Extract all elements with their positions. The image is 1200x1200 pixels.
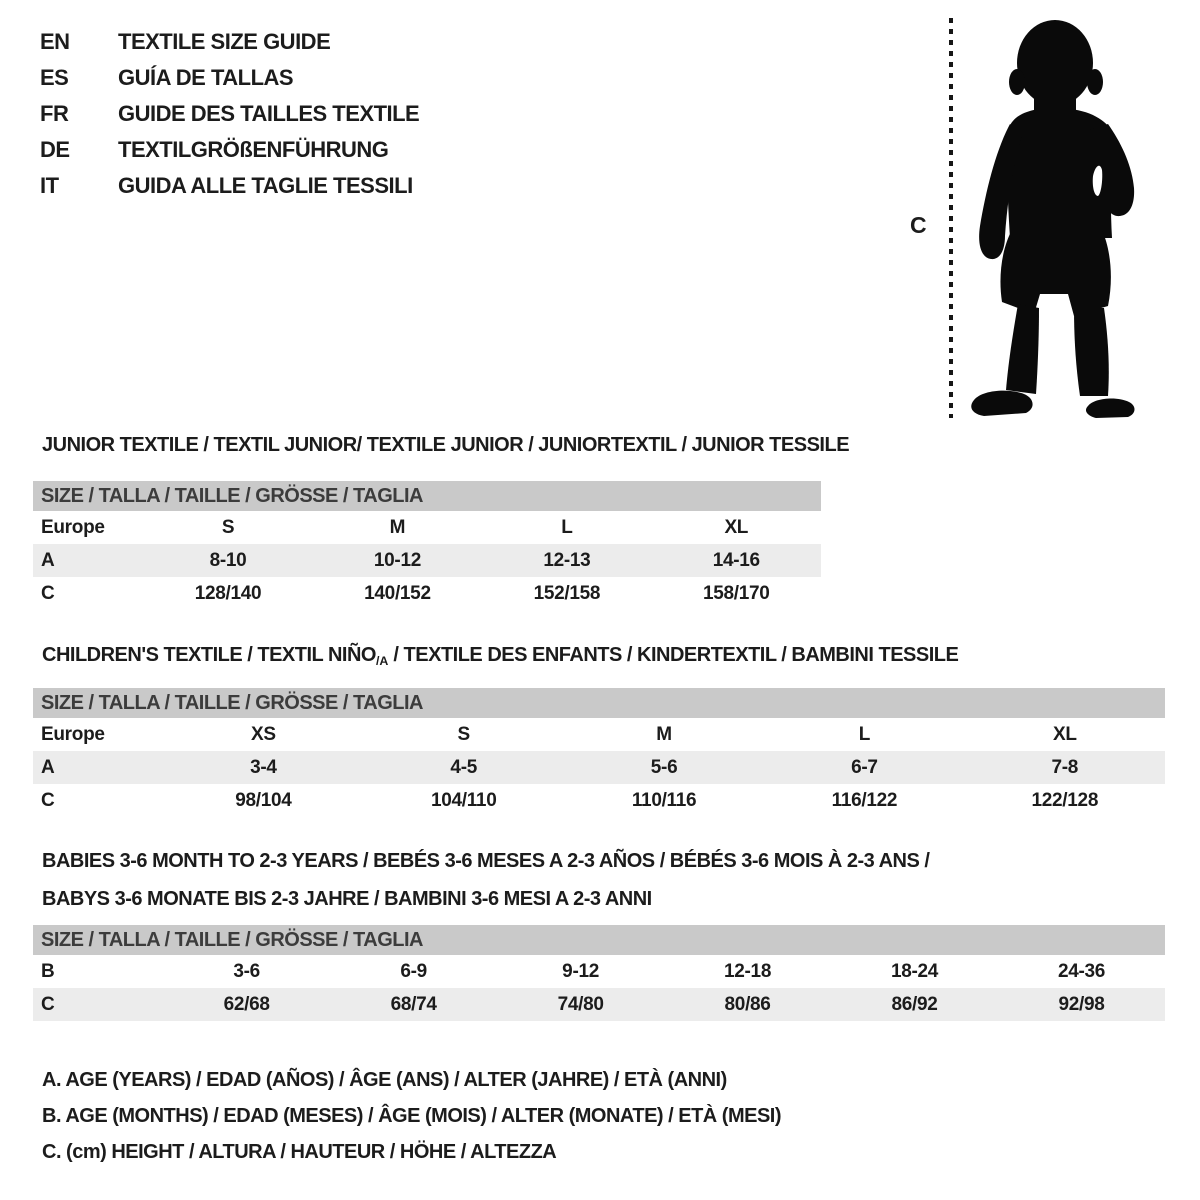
row-label: B bbox=[41, 960, 55, 982]
table-cell: XL bbox=[724, 516, 749, 538]
table-cell: S bbox=[221, 516, 235, 538]
table-cell: 68/74 bbox=[330, 988, 497, 1021]
table-cell: L bbox=[561, 516, 573, 538]
junior-size-header-bar: SIZE / TALLA / TAILLE / GRÖSSE / TAGLIA bbox=[33, 481, 821, 511]
language-code: EN bbox=[40, 29, 70, 54]
babies-title-line1: BABIES 3-6 MONTH TO 2-3 YEARS / BEBÉS 3-6 MESES A 2-3 AÑOS / BÉBÉS 3-6 MOIS À 2-3 ANS / bbox=[42, 850, 930, 872]
guide-title: TEXTILGRÖßENFÜHRUNG bbox=[118, 137, 389, 162]
language-row bbox=[40, 24, 419, 60]
table-cell: 86/92 bbox=[831, 988, 998, 1021]
height-measure-label: C bbox=[910, 212, 927, 238]
table-cell: 10-12 bbox=[313, 544, 482, 577]
table-cell: 5-6 bbox=[564, 751, 764, 784]
junior-size-table bbox=[33, 481, 821, 610]
row-label: C bbox=[33, 988, 163, 1021]
table-cell: 12-13 bbox=[482, 544, 651, 577]
legend-item-b: B. AGE (MONTHS) / EDAD (MESES) / ÂGE (MOIS) / ALTER (MONATE) / ETÀ (MESI) bbox=[42, 1105, 782, 1127]
table-row bbox=[33, 955, 1165, 988]
table-row bbox=[33, 988, 1165, 1021]
table-cell: M bbox=[656, 723, 672, 745]
table-cell: 128/140 bbox=[194, 582, 262, 604]
babies-size-header-bar: SIZE / TALLA / TAILLE / GRÖSSE / TAGLIA bbox=[33, 925, 1165, 955]
table-cell: 8-10 bbox=[143, 544, 312, 577]
table-cell: XS bbox=[250, 723, 276, 745]
language-code: ES bbox=[40, 65, 69, 90]
table-cell: 6-9 bbox=[400, 960, 427, 982]
language-code: IT bbox=[40, 173, 59, 198]
table-cell: 116/122 bbox=[831, 789, 898, 811]
table-cell: 4-5 bbox=[364, 751, 564, 784]
table-cell: 9-12 bbox=[562, 960, 599, 982]
row-label: A bbox=[33, 544, 143, 577]
table-cell: 24-36 bbox=[1057, 960, 1106, 982]
toddler-silhouette-icon bbox=[962, 8, 1142, 420]
table-cell: S bbox=[457, 723, 470, 745]
measurement-legend bbox=[42, 1062, 781, 1170]
table-cell: L bbox=[858, 723, 871, 745]
table-row bbox=[33, 544, 821, 577]
legend-item-c: C. (cm) HEIGHT / ALTURA / HAUTEUR / HÖHE / ALTEZZA bbox=[42, 1141, 557, 1163]
table-cell: 98/104 bbox=[235, 789, 292, 811]
table-cell: 122/128 bbox=[1031, 789, 1099, 811]
table-cell: 3-4 bbox=[163, 751, 363, 784]
table-row bbox=[33, 751, 1165, 784]
table-row bbox=[33, 511, 821, 544]
table-cell: M bbox=[389, 516, 406, 538]
table-cell: 140/152 bbox=[364, 582, 431, 604]
children-title-suffix: / TEXTILE DES ENFANTS / KINDERTEXTIL / BAMBINI TESSILE bbox=[388, 644, 959, 666]
row-label: C bbox=[41, 789, 55, 811]
children-size-header-bar: SIZE / TALLA / TAILLE / GRÖSSE / TAGLIA bbox=[33, 688, 1165, 718]
language-row bbox=[40, 132, 419, 168]
table-cell: 104/110 bbox=[430, 789, 497, 811]
table-cell: 92/98 bbox=[998, 988, 1165, 1021]
table-cell: 7-8 bbox=[965, 751, 1165, 784]
babies-title-line2: BABYS 3-6 MONATE BIS 2-3 JAHRE / BAMBINI 3-6 MESI A 2-3 ANNI bbox=[42, 888, 652, 910]
table-cell: 110/116 bbox=[631, 789, 697, 811]
babies-size-table bbox=[33, 925, 1165, 1021]
table-cell: 12-18 bbox=[724, 960, 772, 982]
row-label: Europe bbox=[41, 723, 105, 745]
table-cell: 3-6 bbox=[233, 960, 260, 982]
table-cell: 6-7 bbox=[764, 751, 964, 784]
guide-title: GUÍA DE TALLAS bbox=[118, 65, 294, 90]
guide-title: GUIDE DES TAILLES TEXTILE bbox=[118, 101, 420, 126]
guide-title: TEXTILE SIZE GUIDE bbox=[118, 29, 331, 54]
junior-section-title: JUNIOR TEXTILE / TEXTIL JUNIOR/ TEXTILE JUNIOR / JUNIORTEXTIL / JUNIOR TESSILE bbox=[42, 434, 850, 456]
children-title-subscript: /A bbox=[375, 654, 389, 668]
table-cell: 80/86 bbox=[664, 988, 831, 1021]
table-cell: 14-16 bbox=[652, 544, 821, 577]
guide-title: GUIDA ALLE TAGLIE TESSILI bbox=[118, 173, 413, 198]
table-cell: 74/80 bbox=[497, 988, 664, 1021]
babies-section-title bbox=[42, 842, 929, 918]
language-code: FR bbox=[40, 101, 69, 126]
children-size-table bbox=[33, 688, 1165, 817]
language-code: DE bbox=[40, 137, 70, 162]
language-title-list bbox=[40, 24, 419, 204]
row-label: A bbox=[33, 751, 163, 784]
table-row bbox=[33, 577, 821, 610]
table-cell: 62/68 bbox=[163, 988, 330, 1021]
table-cell: 18-24 bbox=[890, 960, 939, 982]
table-row bbox=[33, 784, 1165, 817]
children-title-prefix: CHILDREN'S TEXTILE / TEXTIL NIÑO bbox=[42, 644, 376, 666]
children-section-title bbox=[42, 644, 958, 667]
language-row bbox=[40, 96, 419, 132]
table-cell: 152/158 bbox=[533, 582, 601, 604]
height-measure-dashed-line bbox=[949, 18, 953, 418]
row-label: C bbox=[41, 582, 55, 604]
table-cell: XL bbox=[1052, 723, 1077, 745]
row-label: Europe bbox=[41, 516, 105, 538]
language-row bbox=[40, 168, 419, 204]
legend-item-a: A. AGE (YEARS) / EDAD (AÑOS) / ÂGE (ANS) / ALTER (JAHRE) / ETÀ (ANNI) bbox=[42, 1069, 727, 1091]
table-cell: 158/170 bbox=[702, 582, 770, 604]
table-row bbox=[33, 718, 1165, 751]
language-row bbox=[40, 60, 419, 96]
